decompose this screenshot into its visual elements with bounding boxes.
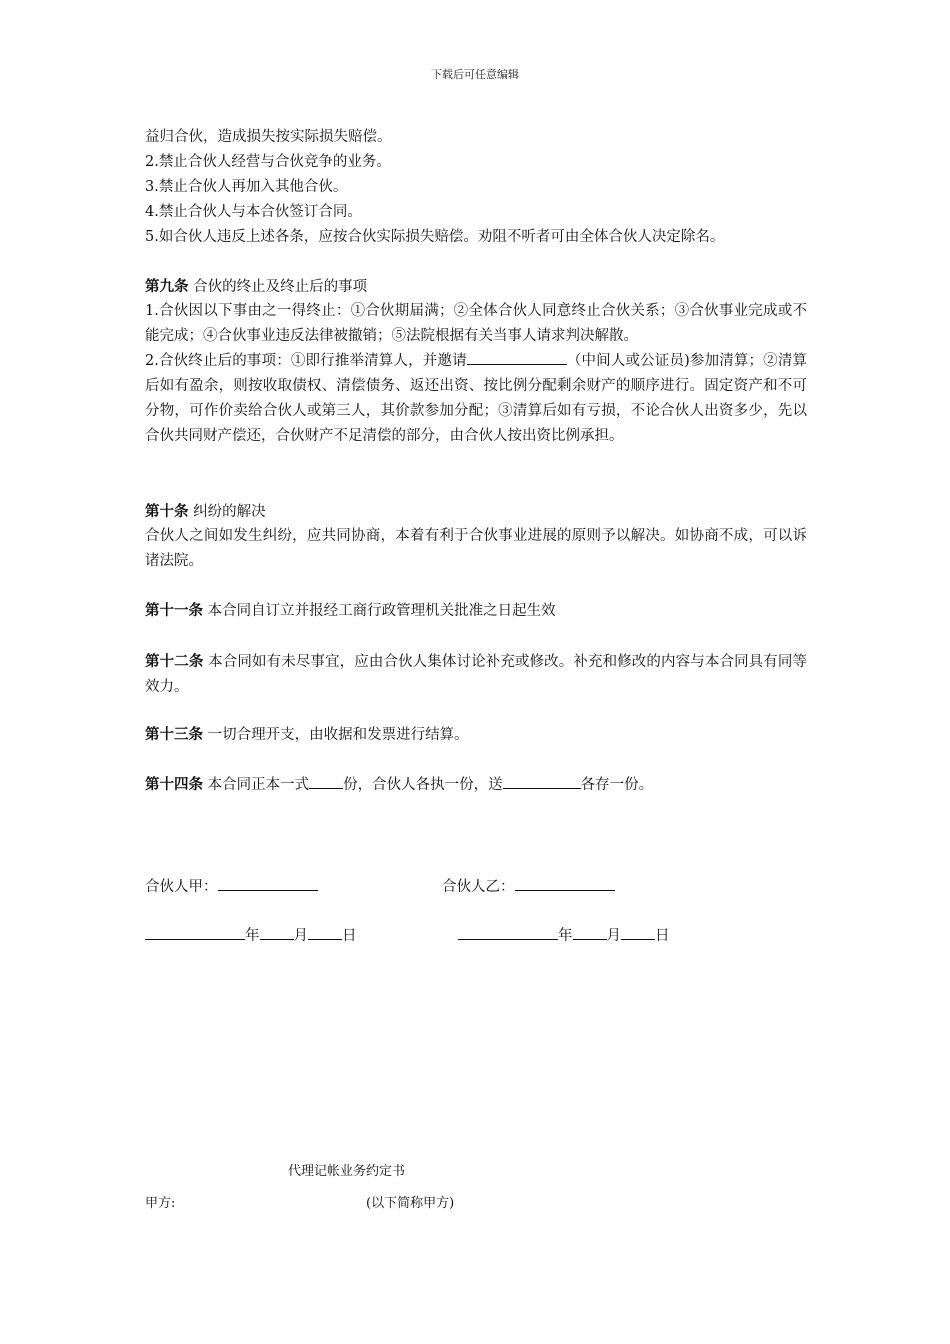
article-11-text: 本合同自订立并报经工商行政管理机关批准之日起生效 bbox=[203, 603, 556, 619]
month-label: 月 bbox=[293, 928, 308, 944]
month-blank[interactable] bbox=[260, 925, 294, 940]
article-9-heading-text: 合伙的终止及终止后的事项 bbox=[188, 279, 368, 295]
party-a-signature bbox=[145, 875, 318, 896]
day-blank[interactable] bbox=[621, 925, 655, 940]
clause-line: 5.如合伙人违反上述各条，应按合伙实际损失赔偿。劝阻不听者可由全体合伙人决定除名。 bbox=[145, 229, 725, 245]
year-label: 年 bbox=[558, 928, 573, 944]
article-12-text: 本合同如有未尽事宜，应由合伙人集体讨论补充或修改。补充和修改的内容与本合同具有同等效力。 bbox=[145, 654, 807, 695]
article-9-title: 第九条 bbox=[145, 278, 189, 295]
article-10-heading-text: 纠纷的解决 bbox=[188, 504, 266, 520]
article-11-title: 第十一条 bbox=[145, 602, 203, 619]
article-14-text-b: 份，合伙人各执一份，送 bbox=[343, 777, 503, 793]
page-header: 下载后可任意编辑 bbox=[431, 68, 519, 81]
party-b-date bbox=[458, 924, 670, 945]
party-b-label: 合伙人乙： bbox=[442, 879, 515, 895]
article-14-title: 第十四条 bbox=[145, 776, 203, 793]
clause-line: 3.禁止合伙人再加入其他合伙。 bbox=[145, 179, 348, 195]
article-9-p1: 1.合伙因以下事由之一得终止：①合伙期届满；②全体合伙人同意终止合伙关系；③合伙事业完成或不能完成；④合伙事业违反法律被撤销；⑤法院根据有关当事人请求判决解散。 bbox=[145, 303, 807, 344]
article-12 bbox=[145, 649, 807, 700]
clause-line: 2.禁止合伙人经营与合伙竞争的业务。 bbox=[145, 154, 391, 170]
party-a-date bbox=[145, 924, 357, 945]
year-label: 年 bbox=[245, 928, 260, 944]
article-11 bbox=[145, 601, 556, 621]
article-10-text: 合伙人之间如发生纠纷，应共同协商，本着有利于合伙事业进展的原则予以解决。如协商不成，可以诉诸法院。 bbox=[145, 528, 807, 569]
article-13-title: 第十三条 bbox=[145, 726, 203, 743]
party-a-label: 合伙人甲： bbox=[145, 879, 218, 895]
article-14 bbox=[145, 774, 653, 795]
article-13-text: 一切合理开支，由收据和发票进行结算。 bbox=[203, 727, 469, 743]
year-blank[interactable] bbox=[145, 925, 245, 940]
recipient-blank[interactable] bbox=[503, 774, 581, 789]
party-b-blank[interactable] bbox=[515, 876, 615, 891]
day-label: 日 bbox=[655, 928, 670, 944]
clause-line: 4.禁止合伙人与本合伙签订合同。 bbox=[145, 204, 362, 220]
party-b-signature bbox=[442, 875, 615, 896]
article-9-p2-b: （中间人或公证员)参加清算；②清算后如有盈余，则按收取债权、清偿债务、返还出资、按比例分配剩余财产的顺序进行。固定资产和不可分物，可作价卖给合伙人或第三人，其价款参加分配；③清算后如有亏损，不论合伙人出资多少，先以合伙共同财产偿还，合伙财产不足清偿的部分，由合伙人按出资比例承担。 bbox=[145, 353, 807, 444]
article-12-title: 第十二条 bbox=[145, 653, 204, 670]
next-doc-title: 代理记帐业务约定书 bbox=[288, 1164, 406, 1179]
clause-line: 益归合伙，造成损失按实际损失赔偿。 bbox=[145, 129, 392, 145]
party-a-blank[interactable] bbox=[218, 876, 318, 891]
article-13 bbox=[145, 725, 469, 745]
day-blank[interactable] bbox=[308, 925, 342, 940]
article-10-heading bbox=[145, 502, 266, 522]
article-9-p2-a: 2.合伙终止后的事项：①即行推举清算人，并邀请 bbox=[145, 353, 467, 369]
next-doc-party-label: 甲方: bbox=[145, 1196, 176, 1211]
year-blank[interactable] bbox=[458, 925, 558, 940]
copies-blank[interactable] bbox=[309, 774, 343, 789]
day-label: 日 bbox=[342, 928, 357, 944]
mediator-blank[interactable] bbox=[467, 350, 567, 365]
month-blank[interactable] bbox=[573, 925, 607, 940]
article-10-title: 第十条 bbox=[145, 503, 189, 520]
article-9-heading bbox=[145, 277, 367, 297]
article-14-text-c: 各存一份。 bbox=[580, 777, 654, 793]
month-label: 月 bbox=[606, 928, 621, 944]
article-14-text-a: 本合同正本一式 bbox=[203, 777, 310, 793]
article-9-p2 bbox=[145, 349, 807, 449]
next-doc-party-note: (以下简称甲方) bbox=[366, 1196, 455, 1211]
